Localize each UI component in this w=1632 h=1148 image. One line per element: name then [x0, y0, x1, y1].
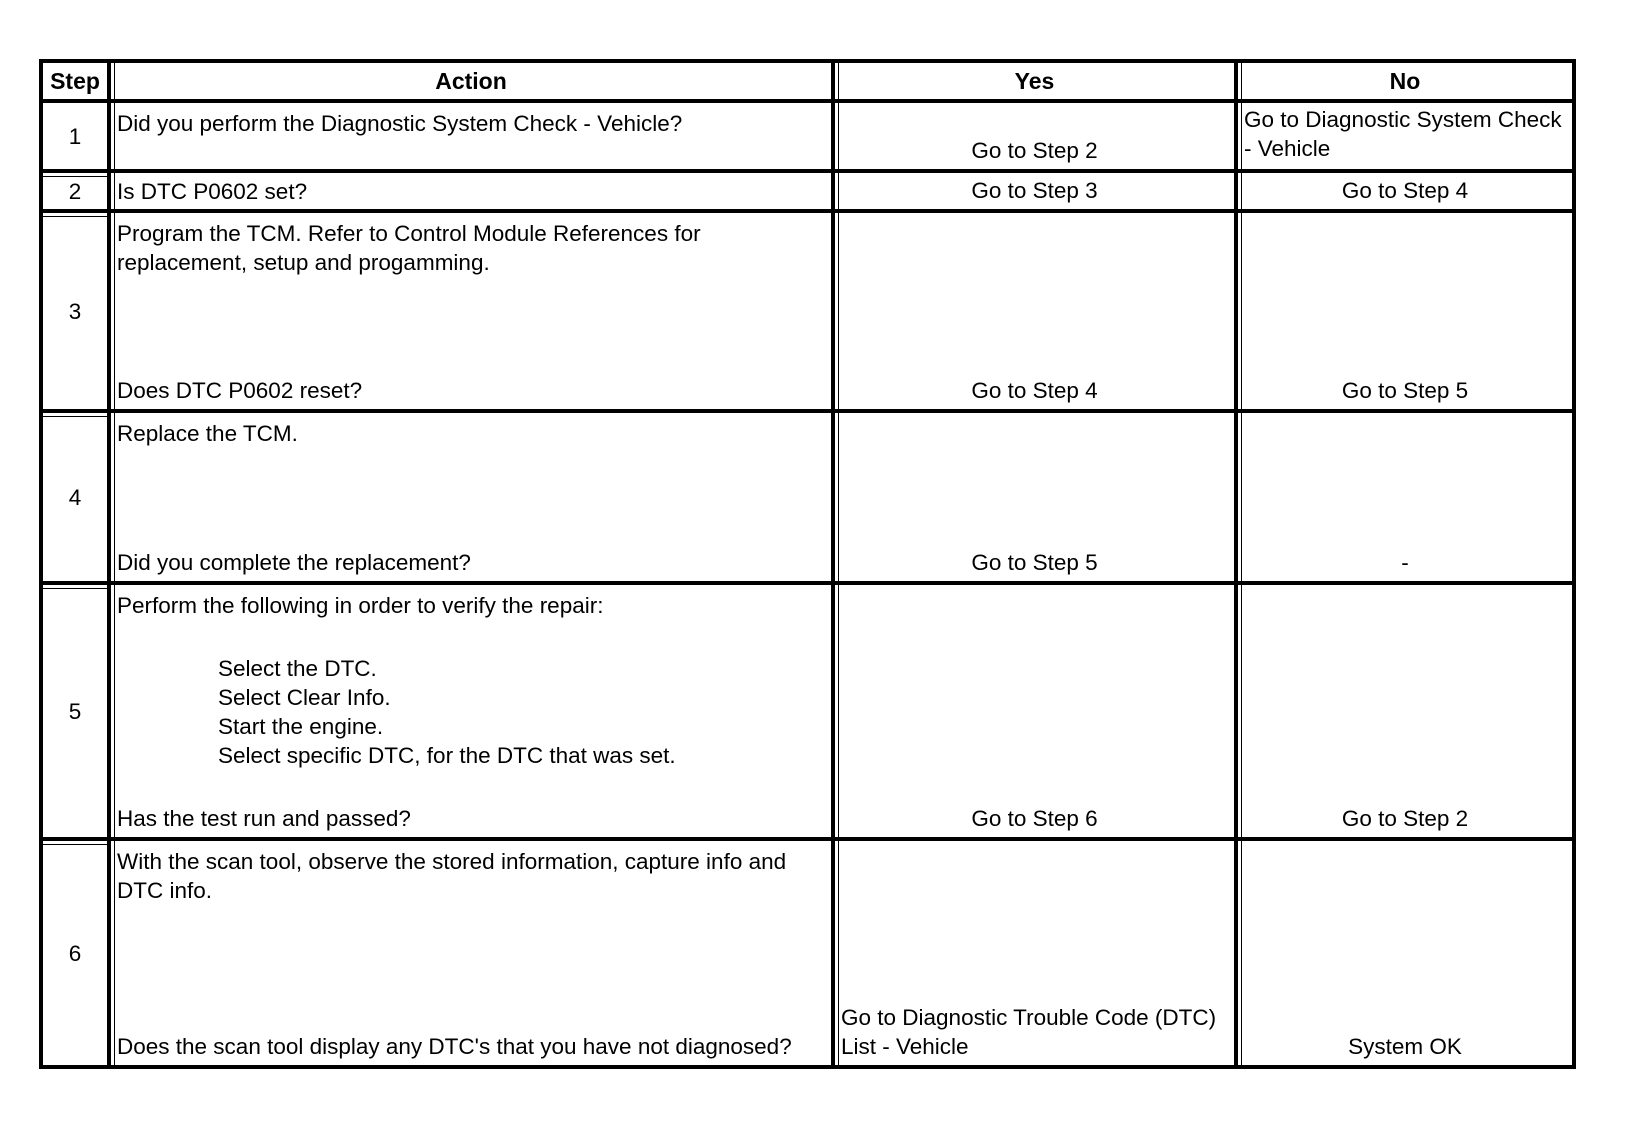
- action-question: Does the scan tool display any DTC's that you have not diagnosed?: [117, 1034, 792, 1059]
- no-cell: System OK: [1238, 841, 1576, 1069]
- yes-cell: Go to Step 5: [835, 413, 1238, 585]
- table-row: [43, 213, 1576, 413]
- step-number: 1: [43, 103, 111, 173]
- step-number: 2: [43, 173, 111, 213]
- action-instruction: Program the TCM. Refer to Control Module References for replacement, setup and progamming.: [117, 221, 707, 275]
- substep-item: Select the DTC.: [218, 656, 377, 681]
- yes-cell: Go to Step 6: [835, 585, 1238, 841]
- header-row: [43, 63, 1576, 103]
- action-question: Has the test run and passed?: [117, 806, 411, 831]
- header-step: Step: [43, 63, 111, 103]
- action-question: Did you complete the replacement?: [117, 550, 471, 575]
- header-yes: Yes: [835, 63, 1238, 103]
- substep-item: Select Clear Info.: [218, 685, 391, 710]
- substep-list: [218, 654, 825, 770]
- yes-cell: Go to Diagnostic Trouble Code (DTC) List - Vehicle: [835, 841, 1238, 1069]
- no-cell: Go to Step 2: [1238, 585, 1576, 841]
- yes-cell: Go to Step 2: [835, 103, 1238, 173]
- action-cell: [111, 173, 835, 213]
- step-number: 3: [43, 213, 111, 413]
- no-cell: -: [1238, 413, 1576, 585]
- step-number: 5: [43, 585, 111, 841]
- action-question: Is DTC P0602 set?: [117, 178, 308, 204]
- action-instruction: Replace the TCM.: [117, 421, 298, 446]
- no-cell: Go to Step 4: [1238, 173, 1576, 213]
- table-row: [43, 103, 1576, 173]
- action-instruction: Perform the following in order to verify the repair:: [117, 593, 604, 618]
- yes-cell: Go to Step 3: [835, 173, 1238, 213]
- action-question: Did you perform the Diagnostic System Check - Vehicle?: [117, 111, 683, 136]
- action-cell: [111, 585, 835, 841]
- action-cell: [111, 841, 835, 1069]
- yes-cell: Go to Step 4: [835, 213, 1238, 413]
- header-no: No: [1238, 63, 1576, 103]
- action-cell: [111, 103, 835, 173]
- table-row: [43, 585, 1576, 841]
- action-instruction: With the scan tool, observe the stored information, capture info and DTC info.: [117, 849, 793, 903]
- action-cell: [111, 413, 835, 585]
- table-row: [43, 173, 1576, 213]
- table-row: [43, 841, 1576, 1069]
- action-question: Does DTC P0602 reset?: [117, 378, 363, 403]
- no-cell: Go to Diagnostic System Check - Vehicle: [1238, 103, 1576, 173]
- action-cell: [111, 213, 835, 413]
- header-action: Action: [111, 63, 835, 103]
- substep-item: Start the engine.: [218, 714, 384, 739]
- table-row: [43, 413, 1576, 585]
- diagnostic-table: [39, 59, 1576, 1069]
- step-number: 4: [43, 413, 111, 585]
- no-cell: Go to Step 5: [1238, 213, 1576, 413]
- step-number: 6: [43, 841, 111, 1069]
- substep-item: Select specific DTC, for the DTC that was set.: [218, 743, 676, 768]
